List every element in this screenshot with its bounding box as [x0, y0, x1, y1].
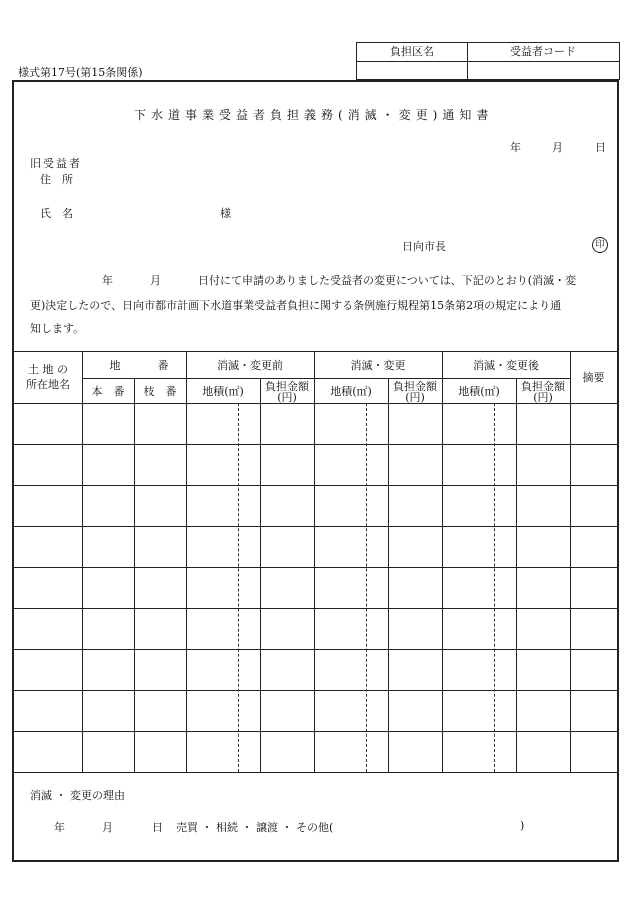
reason-label: 消滅 ・ 変更の理由 [30, 789, 125, 802]
name-label: 氏 名 [40, 207, 73, 220]
change-area-header: 地積(㎡) [330, 385, 372, 398]
change-amount-header-2: (円) [405, 391, 425, 404]
table-row[interactable] [14, 568, 617, 608]
date-month: 月 [552, 141, 563, 154]
reason-month: 月 [102, 821, 113, 834]
table-row[interactable] [14, 650, 617, 690]
beneficiary-code-value[interactable] [467, 61, 619, 79]
change-amount-header-1: 負担金額 [393, 380, 437, 393]
lot-header-1: 地 [109, 359, 121, 372]
after-amount-header-1: 負担金額 [521, 380, 565, 393]
before-amount-header-2: (円) [277, 391, 297, 404]
reason-close-paren: ) [520, 819, 525, 832]
after-area-header: 地積(㎡) [458, 385, 500, 398]
reason-year: 年 [54, 821, 65, 834]
before-amount-header-1: 負担金額 [265, 380, 309, 393]
table-row[interactable] [14, 527, 617, 567]
notice-frame [12, 80, 619, 862]
table-row[interactable] [14, 732, 617, 772]
document-title: 下水道事業受益者負担義務(消滅・変更)通知書 [134, 108, 494, 122]
before-area-header: 地積(㎡) [202, 385, 244, 398]
after-header: 消滅・変更後 [473, 359, 539, 372]
land-table [14, 351, 617, 774]
body-line1: 日付にて申請のありました受益者の変更については、下記のとおり(消滅・変 [198, 274, 577, 287]
table-row[interactable] [14, 609, 617, 649]
table-row[interactable] [14, 404, 617, 444]
location-header-2: 所在地名 [26, 378, 70, 391]
issuer: 日向市長 [402, 240, 446, 253]
burden-district-value[interactable] [357, 61, 467, 79]
body-line3: 知します。 [30, 322, 85, 335]
main-lot-header: 本 番 [91, 385, 125, 398]
form-number: 様式第17号(第15条関係) [18, 66, 143, 79]
table-row[interactable] [14, 445, 617, 485]
burden-district-header: 負担区名 [390, 45, 434, 58]
table-row[interactable] [14, 486, 617, 526]
date-day: 日 [595, 141, 606, 154]
lot-header-2: 番 [157, 359, 169, 372]
body-month: 月 [150, 274, 161, 287]
address-label: 住 所 [40, 173, 73, 186]
remarks-header: 摘要 [582, 371, 605, 384]
before-header: 消滅・変更前 [217, 359, 283, 372]
former-beneficiary-label: 旧受益者 [30, 157, 82, 170]
sub-lot-header: 枝 番 [143, 385, 177, 398]
change-header: 消滅・変更 [350, 359, 406, 372]
location-header-1: 土 地 の [28, 363, 68, 376]
honorific: 様 [220, 207, 231, 220]
reason-options: 売買 ・ 相続 ・ 譲渡 ・ その他( [176, 821, 334, 834]
after-amount-header-2: (円) [533, 391, 553, 404]
table-row[interactable] [14, 691, 617, 731]
seal-mark: 印 [592, 237, 608, 253]
reason-day: 日 [152, 821, 163, 834]
beneficiary-code-header: 受益者コード [510, 45, 576, 58]
code-table [356, 42, 620, 80]
body-year: 年 [102, 274, 113, 287]
body-line2: 更)決定したので、日向市都市計画下水道事業受益者負担に関する条例施行規程第15条第2項の規定により通 [30, 299, 562, 312]
date-year: 年 [510, 141, 521, 154]
